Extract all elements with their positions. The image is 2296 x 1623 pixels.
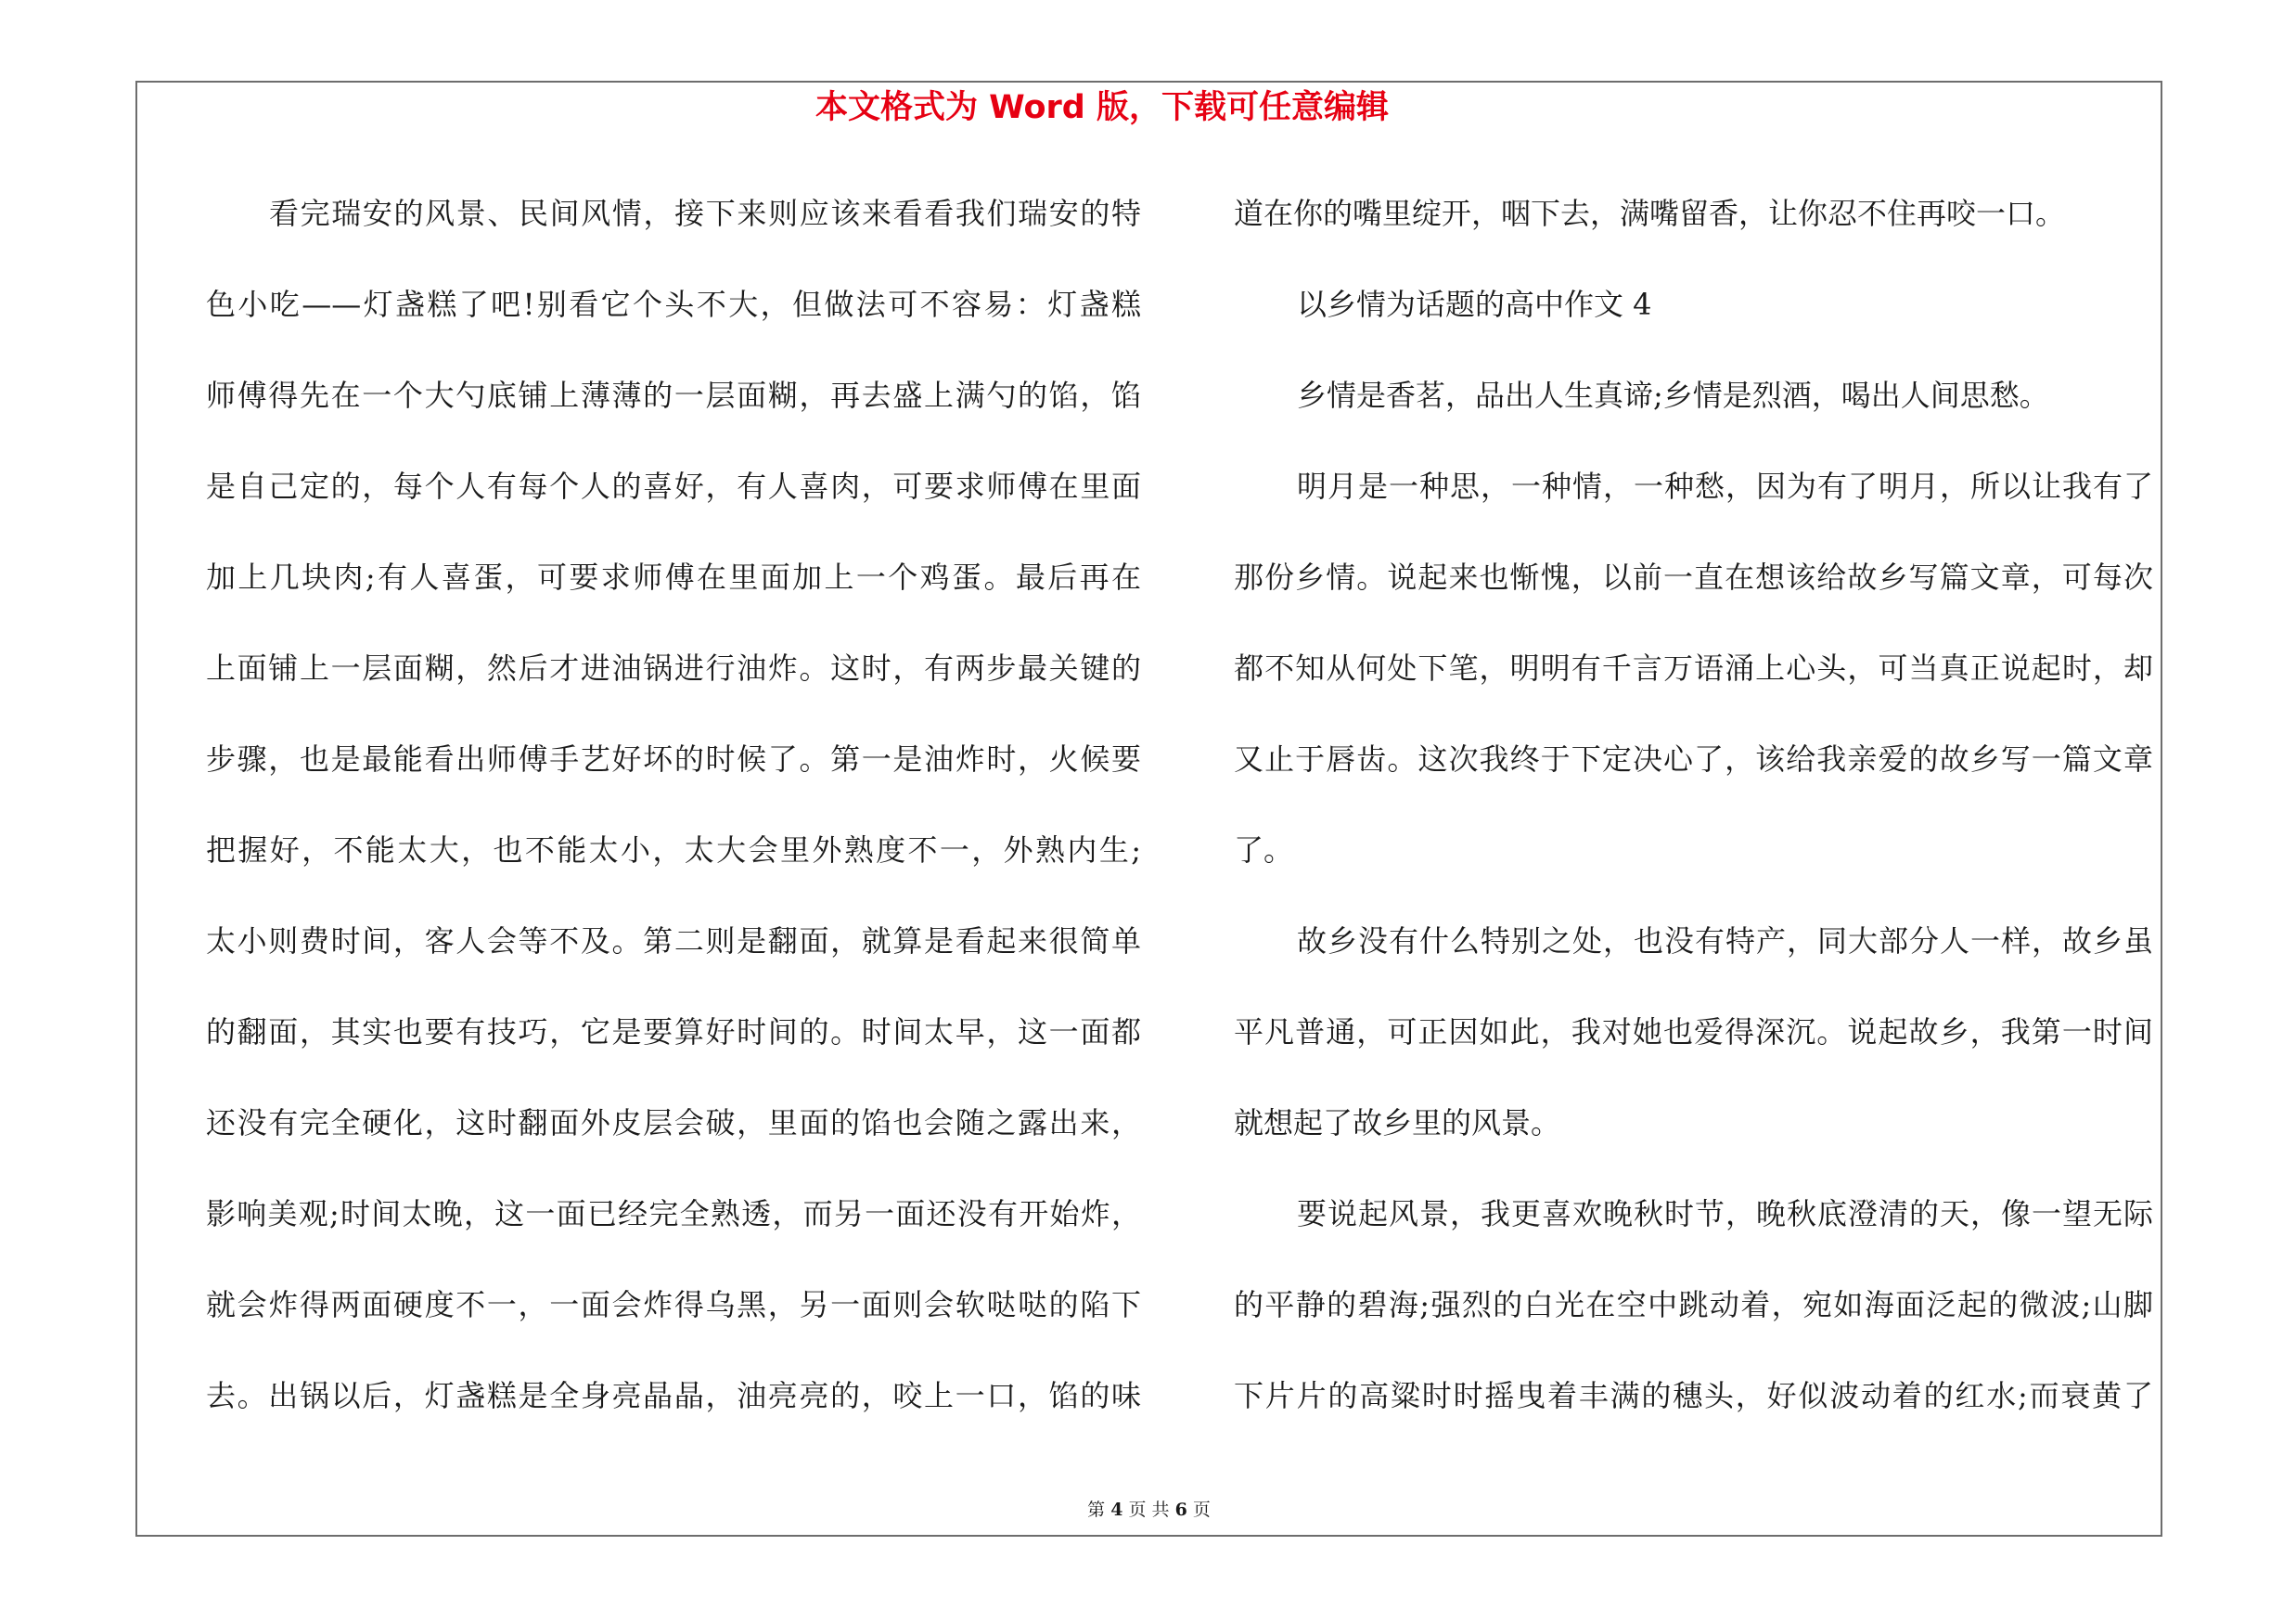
text-line: 就想起了故乡里的风景。: [1234, 1105, 1561, 1140]
text-line: 的平静的碧海;强烈的白光在空中跳动着，宛如海面泛起的微波;山脚: [1234, 1287, 2153, 1322]
page-label-middle: 页 共: [1128, 1500, 1170, 1520]
text-line: 乡情是香茗，品出人生真谛;乡情是烈酒，喝出人间思愁。: [1297, 378, 2049, 413]
text-line: 下片片的高粱时时摇曳着丰满的穗头，好似波动着的红水;而衰黄了: [1234, 1378, 2153, 1413]
left-column: [206, 168, 1141, 1441]
text-line: 还没有完全硬化，这时翻面外皮层会破，里面的馅也会随之露出来，: [206, 1105, 1141, 1140]
text-line: 故乡没有什么特别之处，也没有特产，同大部分人一样，故乡虽: [1297, 923, 2153, 959]
text-line: 上面铺上一层面糊，然后才进油锅进行油炸。这时，有两步最关键的: [206, 650, 1141, 686]
text-line: 又止于唇齿。这次我终于下定决心了，该给我亲爱的故乡写一篇文章: [1234, 741, 2153, 777]
text-line: 都不知从何处下笔，明明有千言万语涌上心头，可当真正说起时，却: [1234, 650, 2153, 686]
text-line: 师傅得先在一个大勺底铺上薄薄的一层面糊，再去盛上满勺的馅，馅: [206, 378, 1141, 413]
text-line: 影响美观;时间太晚，这一面已经完全熟透，而另一面还没有开始炸，: [206, 1196, 1141, 1231]
text-line: 色小吃——灯盏糕了吧!别看它个头不大，但做法可不容易：灯盏糕: [206, 287, 1141, 322]
total-page-count: 6: [1174, 1500, 1187, 1520]
paragraph: [1234, 895, 2153, 1168]
text-line: 的翻面，其实也要有技巧，它是要算好时间的。时间太早，这一面都: [206, 1014, 1141, 1050]
page-label-suffix: 页: [1192, 1500, 1211, 1520]
text-line: 道在你的嘴里绽开，咽下去，满嘴留香，让你忍不住再咬一口。: [1234, 196, 2066, 231]
text-line: 看完瑞安的风景、民间风情，接下来则应该来看看我们瑞安的特: [269, 196, 1141, 231]
right-column: [1234, 168, 2153, 1441]
text-line: 太小则费时间，客人会等不及。第二则是翻面，就算是看起来很简单: [206, 923, 1141, 959]
text-line: 就会炸得两面硬度不一，一面会炸得乌黑，另一面则会软哒哒的陷下: [206, 1287, 1141, 1322]
text-line: 把握好，不能太大，也不能太小，太大会里外熟度不一，外熟内生;: [206, 832, 1141, 868]
text-line: 步骤，也是最能看出师傅手艺好坏的时候了。第一是油炸时，火候要: [206, 741, 1141, 777]
paragraph: [206, 168, 1141, 1441]
text-line: 了。: [1234, 832, 1294, 868]
format-notice: 本文格式为 Word 版，下载可任意编辑: [815, 89, 1390, 126]
text-line: 加上几块肉;有人喜蛋，可要求师傅在里面加上一个鸡蛋。最后再在: [206, 560, 1141, 595]
text-line: 平凡普通，可正因如此，我对她也爱得深沉。说起故乡，我第一时间: [1234, 1014, 2153, 1050]
current-page-number: 4: [1110, 1500, 1123, 1520]
text-line: 那份乡情。说起来也惭愧，以前一直在想该给故乡写篇文章，可每次: [1234, 560, 2153, 595]
paragraph: [1234, 441, 2153, 895]
page-label-prefix: 第: [1087, 1500, 1106, 1520]
paragraph: [1234, 350, 2153, 441]
page-number-footer: [135, 1496, 2162, 1524]
text-line: 去。出锅以后，灯盏糕是全身亮晶晶，油亮亮的，咬上一口，馅的味: [206, 1378, 1141, 1413]
text-line: 是自己定的，每个人有每个人的喜好，有人喜肉，可要求师傅在里面: [206, 469, 1141, 504]
continued-paragraph: [1234, 168, 2153, 259]
text-line: 要说起风景，我更喜欢晚秋时节，晚秋底澄清的天，像一望无际: [1297, 1196, 2153, 1231]
text-line: 明月是一种思，一种情，一种愁，因为有了明月，所以让我有了: [1297, 469, 2153, 504]
section-heading: 以乡情为话题的高中作文 4: [1297, 287, 1652, 322]
paragraph: [1234, 1168, 2153, 1441]
